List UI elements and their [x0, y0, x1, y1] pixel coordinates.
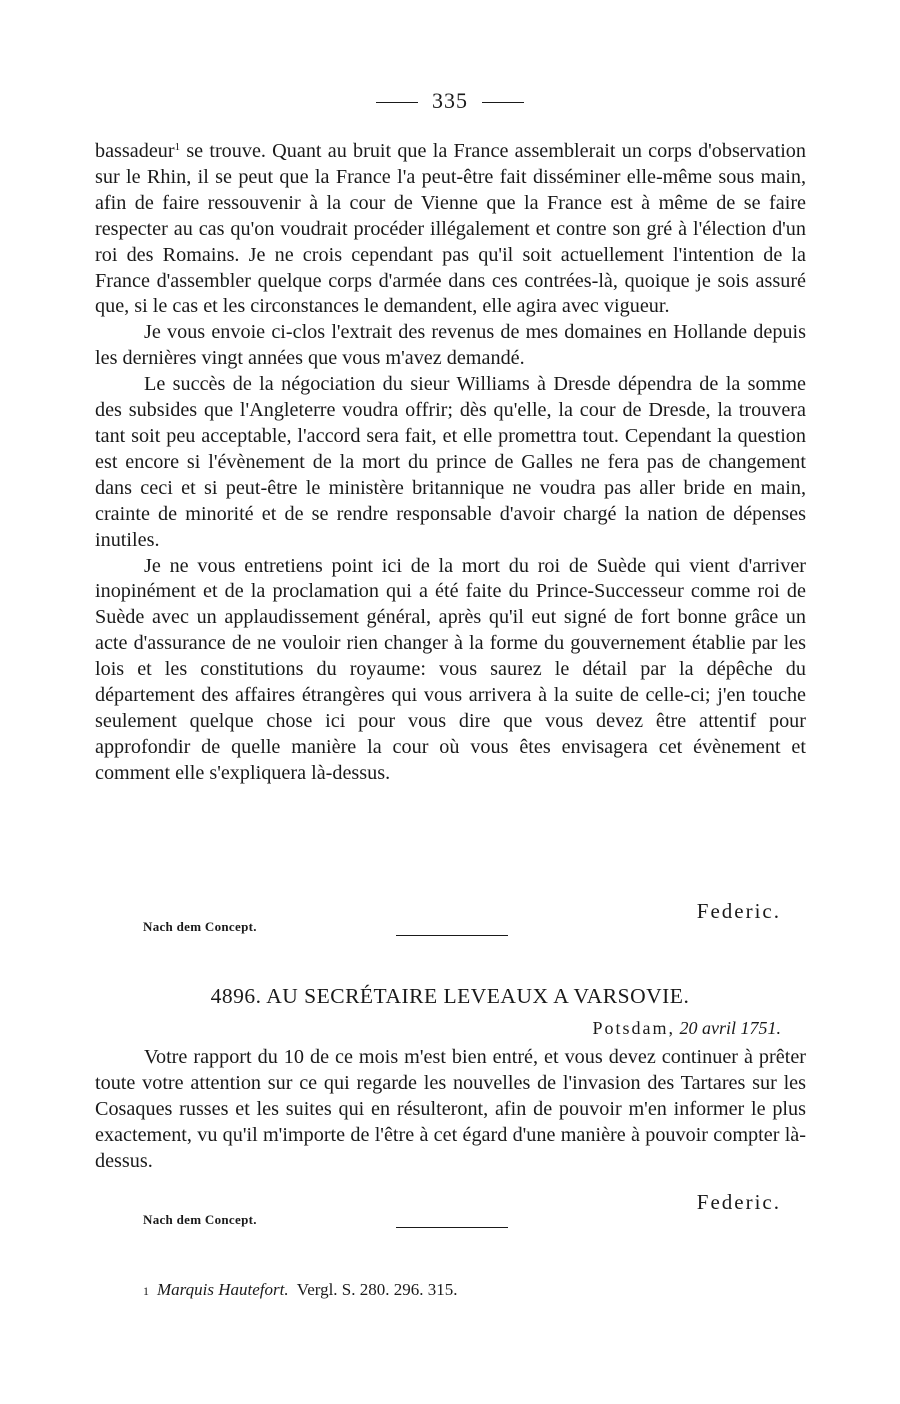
footnote-reference: Vergl. S. 280. 296. 315.	[296, 1280, 458, 1299]
section-divider-2	[396, 1227, 508, 1228]
letter-2-title: 4896. AU SECRÉTAIRE LEVEAUX A VARSOVIE.	[210, 984, 690, 1008]
letter-1-paragraph-4: Je ne vous entretiens point ici de la mort du roi de Suède qui vient d'arriver inopinément et de la proclamation qui a été faite du Prince-Successeur comme roi de Suède avec un applaudissement général, après qu'il eut signé de fort bonne grâce un acte d'assurance de ne vouloir rien changer à la forme du gouvernement établie par les lois et les constitutions du royaume: vous saurez le détail par la dépêche du département des affaires étrangères qui vous arrivera à la suite de celle-ci; j'en touche seulement quelque chose ici pour vous dire que vous devez être attentif pour approfondir de quelle manière la cour où vous êtes envisagera cet évènement et comment elle s'expliquera là-dessus.	[95, 554, 806, 784]
section-divider-1	[396, 935, 508, 936]
footnote-ref: 1	[174, 141, 181, 153]
page-number: 335	[432, 88, 468, 113]
footnote-marker: 1	[143, 1284, 149, 1298]
letter-2-signature: Federic.	[696, 1190, 781, 1214]
letter-2-date: 20 avril 1751.	[679, 1018, 781, 1038]
letter-2-dateline	[592, 1018, 781, 1039]
letter-2-place: Potsdam,	[592, 1018, 675, 1038]
page-header	[0, 88, 900, 114]
letter-1-paragraph-3: Le succès de la négociation du sieur Williams à Dresde dépendra de la somme des subsides que l'Angleterre voudra offrir; dès qu'elle, la cour de Dresde, la trouvera tant soit peu acceptable, l'accord sera fait, et elle promettra tout. Cependant la question est encore si l'évènement de la mort du prince de Galles ne fera pas de changement dans ceci et si peut-être le ministère britannique ne voudra pas aller bride en main, crainte de minorité et de se rendre responsable d'avoir chargé la nation de dépenses inutiles.	[95, 373, 806, 551]
letter-1-paragraph-1: bassadeur$^1$ se trouve. Quant au bruit que la France assemblerait un corps d'observation sur le Rhin, il se peut que la France l'a peut-être fait disséminer elle-même sous main, afin de faire ressouvenir à la cour de Vienne que la France est à même de se faire respecter au cas qu'on voudrait procéder illégalement et contre son gré à l'élection d'un roi des Romains. Je ne crois cependant pas qu'il soit actuellement l'intention de la France d'assembler quelque corps d'armée dans ces contrées-là, quoique je sois assuré que, si le cas et les circonstances le demandent, elle agira avec vigueur.	[95, 140, 806, 318]
footnote-name: Marquis Hautefort.	[157, 1280, 289, 1299]
letter-2-source-note: Nach dem Concept.	[143, 1212, 257, 1227]
header-dash-left	[376, 102, 418, 103]
letter-1-paragraph-2: Je vous envoie ci-clos l'extrait des revenus de mes domaines en Hollande depuis les dernières vingt années que vous m'avez demandé.	[95, 321, 806, 370]
letter-1-body	[95, 135, 806, 787]
footnote	[143, 1280, 458, 1300]
letter-1-signature: Federic.	[696, 899, 781, 923]
letter-2-body	[95, 1045, 806, 1175]
letter-1-source-note: Nach dem Concept.	[143, 919, 257, 934]
letter-2-paragraph: Votre rapport du 10 de ce mois m'est bien entré, et vous devez continuer à prêter toute votre attention sur ce qui regarde les nouvelles de l'invasion des Tartares sur les Cosaques russes et les suites qui en résulteront, afin de pouvoir m'en informer le plus exactement, vu qu'il m'importe de l'être à cet égard d'une manière à pouvoir compter là-dessus.	[95, 1046, 806, 1172]
header-dash-right	[482, 102, 524, 103]
